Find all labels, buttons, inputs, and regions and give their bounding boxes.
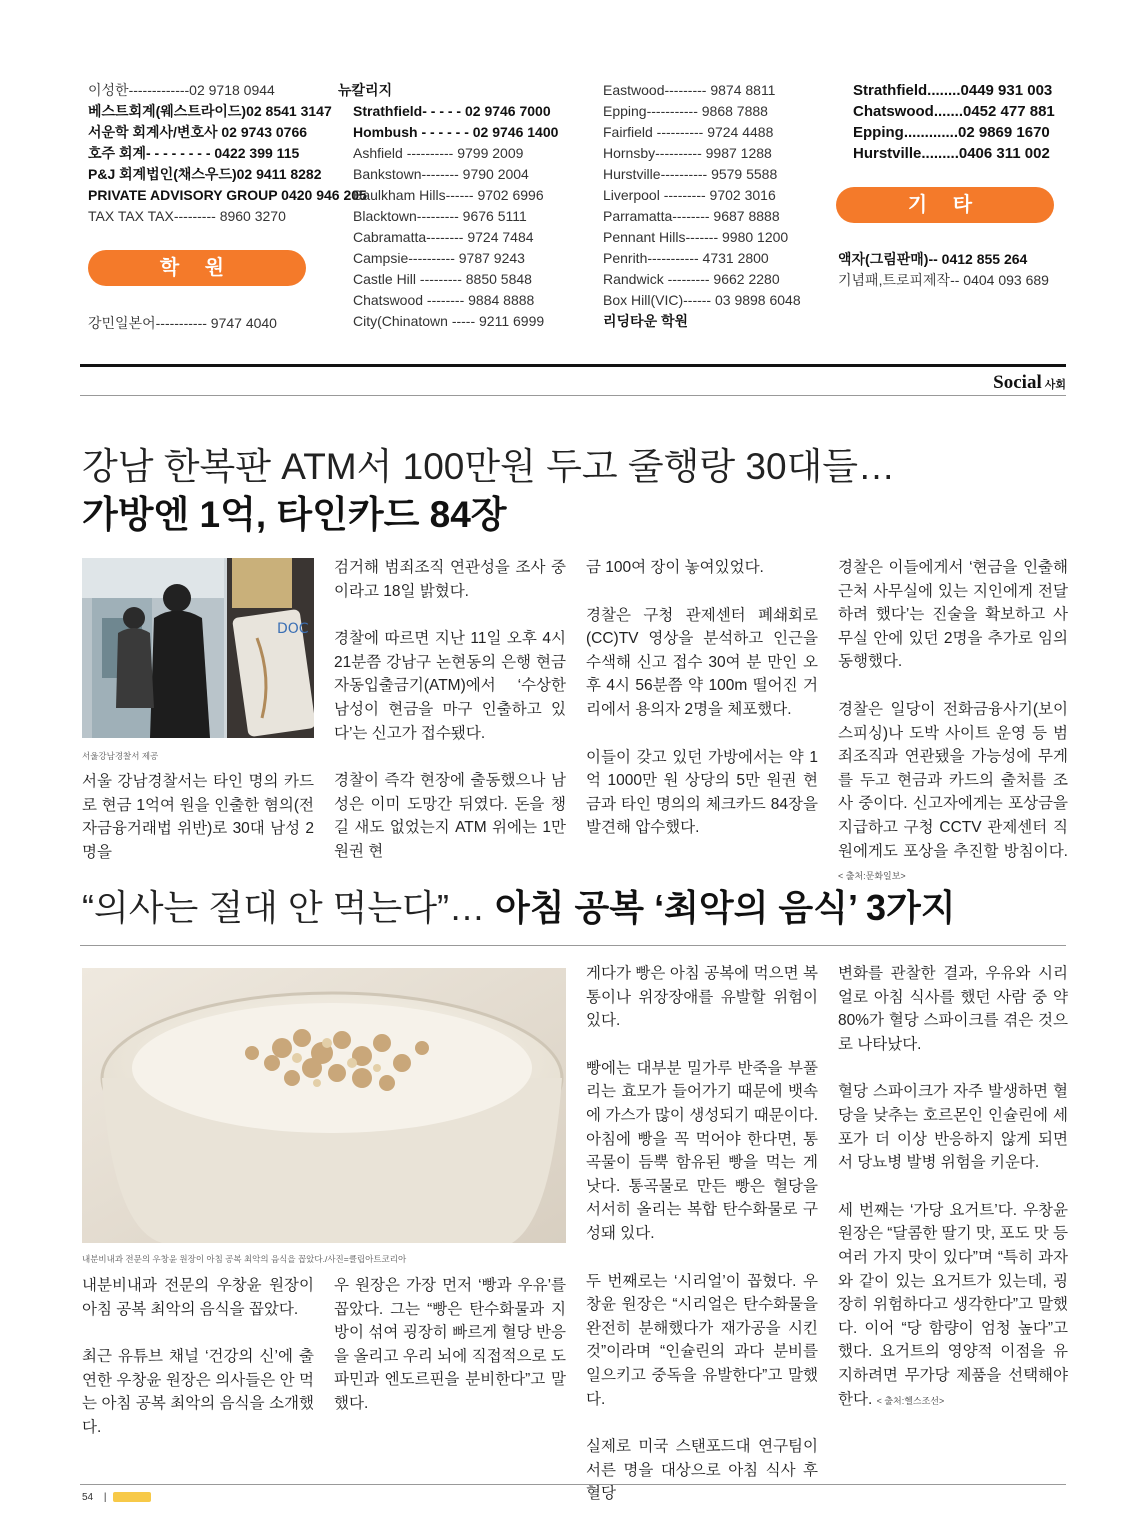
directory-entry: City(Chinatown ----- 9211 6999 <box>353 313 545 329</box>
footer-rule <box>80 1484 1066 1485</box>
paragraph-text: 세 번째는 ‘가당 요거트’다. 우창윤 원장은 “달콤한 딸기 맛, 포도 맛 등 여러 가지 맛이 있다”며 “특히 과자와 같이 있는 요거트가 있는데, 굉장히 위험하다고 생각한다”고 말했다. 이어 “당 함량이 엄청 높다”고 했다. 요거트의 영양적 이점을 유지하려면 무가당 제품을 선택해야 한다. <box>838 1201 1068 1408</box>
other-pill: 기 타 <box>836 187 1054 223</box>
section-sub: 사회 <box>1044 378 1066 391</box>
directory-entry: Hurstville---------- 9579 5588 <box>603 166 778 182</box>
directory-entry: Fairfield ---------- 9724 4488 <box>603 124 774 140</box>
paragraph <box>586 746 818 840</box>
directory-entry: Randwick --------- 9662 2280 <box>603 271 780 287</box>
directory-entry: 서운학 회계사/변호사 02 9743 0766 <box>88 124 308 140</box>
paragraph <box>586 1270 818 1412</box>
paragraph <box>334 769 566 863</box>
paragraph <box>838 698 1068 889</box>
paragraph-text: 검거해 범죄조직 연관성을 조사 중이라고 18일 밝혔다. <box>334 559 566 600</box>
article1-col3 <box>586 556 818 840</box>
directory-entry: Epping.............02 9869 1670 <box>853 124 1050 141</box>
article1-photo-caption: 서울강남경찰서 제공 <box>82 751 159 761</box>
paragraph-text: 금 100여 장이 놓여있었다. <box>586 559 764 576</box>
cctv-image <box>82 558 314 738</box>
directory-entry: 강민일본어----------- 9747 4040 <box>88 315 277 331</box>
directory-entry: Epping----------- 9868 7888 <box>603 103 768 119</box>
headline-main: 아침 공복 ‘최악의 음식’ 3가지 <box>494 887 956 928</box>
headline-quote: “의사는 절대 안 먹는다”… <box>82 887 495 928</box>
paragraph <box>334 1274 566 1416</box>
directory-entry: Strathfield- - - - - 02 9746 7000 <box>353 103 551 119</box>
paragraph <box>838 962 1068 1056</box>
svg-text:DOC: DOC <box>277 621 309 637</box>
directory-entry: Bankstown-------- 9790 2004 <box>353 166 529 182</box>
directory-entry: Cabramatta-------- 9724 7484 <box>353 229 534 245</box>
section-tag <box>993 372 1066 394</box>
directory-entry: 이성한-------------02 9718 0944 <box>88 82 275 98</box>
paragraph <box>586 1435 818 1506</box>
directory-col-2 <box>338 80 568 332</box>
directory-col-4 <box>838 80 1068 164</box>
article2-rule <box>80 945 1066 946</box>
directory-entry: Penrith----------- 4731 2800 <box>603 250 769 266</box>
directory-heading: 뉴칼리지 <box>338 82 393 98</box>
paragraph-text: 혈당 스파이크가 자주 발생하면 혈당을 낮추는 호르몬인 인슐린에 세포가 더 이상 반응하지 않게 되면서 당뇨병 발병 위험을 키운다. <box>838 1083 1068 1172</box>
directory-entry: PRIVATE ADVISORY GROUP 0420 946 205 <box>88 187 367 203</box>
paragraph <box>838 1080 1068 1174</box>
paragraph <box>586 962 818 1033</box>
directory-entry: 리딩타운 학원 <box>603 313 689 329</box>
directory-entry: Strathfield........0449 931 003 <box>853 82 1053 99</box>
directory-entry: 호주 회계- - - - - - - - 0422 399 115 <box>88 145 300 161</box>
directory-entry: Blacktown--------- 9676 5111 <box>353 208 527 224</box>
paragraph <box>586 604 818 722</box>
paragraph <box>838 556 1068 674</box>
footer-separator: | <box>103 1492 107 1503</box>
directory-entry: 액자(그림판매)-- 0412 855 264 <box>838 251 1028 267</box>
paragraph <box>586 1057 818 1246</box>
academy-pill: 학 원 <box>88 250 306 286</box>
article2-col4 <box>838 962 1068 1413</box>
paragraph-text: 우 원장은 가장 먼저 ‘빵과 우유’를 꼽았다. 그는 “빵은 탄수화물과 지방이 섞여 굉장히 빠르게 혈당 반응을 올리고 우리 뇌에 직접적으로 도파민과 엔도르핀을 분비한다”고 말했다. <box>334 1277 566 1412</box>
paragraph <box>334 627 566 745</box>
directory-entry: Chatswood.......0452 477 881 <box>853 103 1055 120</box>
paragraph <box>838 1199 1068 1413</box>
yogurt-cereal-image <box>82 968 566 1243</box>
directory-entry: 기념패,트로피제작-- 0404 093 689 <box>838 272 1049 288</box>
directory-entry: Castle Hill --------- 8850 5848 <box>353 271 532 287</box>
directory-entry: Pennant Hills------- 9980 1200 <box>603 229 789 245</box>
article1-col1 <box>82 770 314 864</box>
paragraph <box>586 556 818 580</box>
article2-headline <box>82 880 956 931</box>
paragraph-text: 두 번째로는 ‘시리얼’이 꼽혔다. 우창윤 원장은 “시리얼은 탄수화물을 완전히 분해했다가 재가공을 시킨 것”이라며 “인슐린의 과다 분비를 일으키고 중독을 유발한다”고 말했다. <box>586 1272 818 1408</box>
section-divider <box>80 364 1066 367</box>
paragraph-text: 빵에는 대부분 밀가루 반죽을 부풀리는 효모가 들어가기 때문에 뱃속에 가스가 많이 생성되기 때문이다. 아침에 빵을 꼭 먹어야 한다면, 통곡물이 듬뿍 함유된 빵을 먹는 게 낫다. 통곡물로 만든 빵은 혈당을 서서히 올리는 복합 탄수화물로 구성돼 있다. <box>586 1059 818 1242</box>
footer <box>82 1492 151 1503</box>
article2-photo <box>82 968 566 1243</box>
paragraph-text: 게다가 빵은 아침 공복에 먹으면 복통이나 위장장애를 유발할 위험이 있다. <box>586 965 818 1030</box>
paragraph-text: 경찰은 이들에게서 ‘현금을 인출해 근처 사무실에 있는 지인에게 전달하려 했다’는 진술을 확보하고 사무실 안에 있던 2명을 추가로 임의동행했다. <box>838 559 1068 671</box>
paragraph-text: 최근 유튜브 채널 ‘건강의 신’에 출연한 우창윤 원장은 의사들은 안 먹는 아침 공복 최악의 음식을 소개했다. <box>82 1348 314 1436</box>
directory-entry: Liverpool --------- 9702 3016 <box>603 187 776 203</box>
article1-headline-line2: 가방엔 1억, 타인카드 84장 <box>82 494 507 535</box>
directory-entry: Campsie---------- 9787 9243 <box>353 250 525 266</box>
article1-col2 <box>334 556 566 864</box>
source-credit: < 출처:문화일보> <box>838 871 906 882</box>
directory-entry: Parramatta-------- 9687 8888 <box>603 208 780 224</box>
article1-col4 <box>838 556 1068 889</box>
directory-entry: Ashfield ---------- 9799 2009 <box>353 145 524 161</box>
article1-headline-line1: 강남 한복판 ATM서 100만원 두고 줄행랑 30대들… <box>82 446 896 487</box>
paragraph-text: 내분비내과 전문의 우창윤 원장이 아침 공복 최악의 음식을 꼽았다. <box>82 1277 314 1318</box>
section-thin-rule <box>80 395 1066 396</box>
directory-entry: Eastwood--------- 9874 8811 <box>603 82 776 98</box>
section-name: Social <box>993 372 1042 393</box>
directory-entry: 베스트회계(웨스트라이드)02 8541 3147 <box>88 103 332 119</box>
directory-entry: Chatswood -------- 9884 8888 <box>353 292 535 308</box>
page-number: 54 <box>82 1492 94 1503</box>
directory-col-3 <box>588 80 818 332</box>
paragraph-text: 경찰에 따르면 지난 11일 오후 4시 21분쯤 강남구 논현동의 은행 현금자동입출금기(ATM)에서 ‘수상한 남성이 현금을 마구 인출하고 있다’는 신고가 접수됐다. <box>334 630 566 742</box>
directory-entry: P&J 회계법인(채스우드)02 9411 8282 <box>88 166 322 182</box>
paragraph-text: 경찰은 구청 관제센터 폐쇄회로(CC)TV 영상을 분석하고 인근을 수색해 신고 접수 30여 분 만인 오후 4시 56분쯤 약 100m 떨어진 거리에서 용의자 2명을 체포했다. <box>586 606 818 718</box>
article2-photo-caption: 내분비내과 전문의 우창윤 원장이 아침 공복 최악의 음식을 꼽았다./사진=클립아트코리아 <box>82 1254 407 1264</box>
paragraph <box>334 556 566 603</box>
paragraph <box>82 1274 314 1321</box>
article2-col2 <box>334 1274 566 1416</box>
article2-col1 <box>82 1274 314 1440</box>
paragraph-text: 변화를 관찰한 결과, 우유와 시리얼로 아침 식사를 했던 사람 중 약 80%가 혈당 스파이크를 겪은 것으로 나타났다. <box>838 965 1068 1053</box>
directory-entry: Hombush - - - - - - 02 9746 1400 <box>353 124 559 140</box>
paragraph-text: 경찰이 즉각 현장에 출동했으나 남성은 이미 도망간 뒤였다. 돈을 챙길 새도 없었는지 ATM 위에는 1만원권 현 <box>334 772 566 860</box>
publication-logo-icon <box>113 1492 151 1502</box>
paragraph: 서울 강남경찰서는 타인 명의 카드로 현금 1억여 원을 인출한 혐의(전자금융거래법 위반)로 30대 남성 2명을 <box>82 773 314 861</box>
paragraph-text: 이들이 갖고 있던 가방에서는 약 1억 1000만 원 상당의 5만 원권 현금과 타인 명의의 체크카드 84장을 발견해 압수했다. <box>586 748 818 837</box>
paragraph-text: 실제로 미국 스탠포드대 연구팀이 서른 명을 대상으로 아침 식사 후 혈당 <box>586 1438 818 1503</box>
directory-entry: Baulkham Hills------ 9702 6996 <box>353 187 544 203</box>
directory-col-4-extra <box>838 249 1049 291</box>
directory-entry: Hurstville.........0406 311 002 <box>853 145 1050 162</box>
paragraph-text: 경찰은 일당이 전화금융사기(보이스피싱)나 도박 사이트 운영 등 범죄조직과 연관됐을 가능성에 무게를 두고 현금과 카드의 출처를 조사 중이다. 신고자에게는 포상금을 지급하고 구청 CCTV 관제센터 직원에게도 포상을 추진할 방침이다. <box>838 700 1068 860</box>
directory-entry: Box Hill(VIC)------ 03 9898 6048 <box>603 292 801 308</box>
article1-photo <box>82 558 314 738</box>
paragraph <box>82 1345 314 1439</box>
directory-entry: TAX TAX TAX--------- 8960 3270 <box>88 208 286 224</box>
article2-col3 <box>586 962 818 1506</box>
directory-entry: Hornsby---------- 9987 1288 <box>603 145 772 161</box>
source-credit: < 출처:헬스조선> <box>876 1395 945 1406</box>
